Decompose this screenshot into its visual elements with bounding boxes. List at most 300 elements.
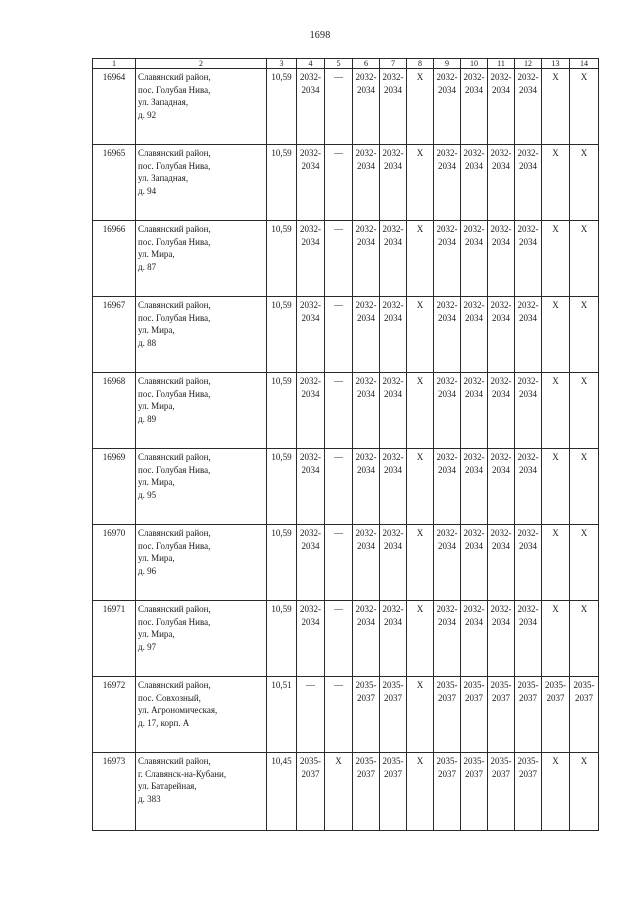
period-cell-col-10 bbox=[461, 601, 488, 677]
mark-cell-col-5: — bbox=[325, 221, 353, 297]
value-cell: 10,59 bbox=[267, 69, 297, 145]
period-part: 2034 bbox=[384, 84, 402, 95]
period-cell-col-6 bbox=[353, 449, 380, 525]
value-cell: 10,59 bbox=[267, 373, 297, 449]
period-part: 2037 bbox=[465, 768, 483, 779]
period-part: 2034 bbox=[384, 236, 402, 247]
period-part: 2034 bbox=[357, 616, 375, 627]
period-cell-col-9 bbox=[434, 449, 461, 525]
period-cell-col-10 bbox=[461, 69, 488, 145]
period-part: 2037 bbox=[438, 692, 456, 703]
period-part: 2035- bbox=[517, 680, 539, 690]
record-number: 16968 bbox=[93, 373, 136, 449]
address-line: пос. Голубая Нива, bbox=[138, 388, 211, 399]
period-cell-col-6 bbox=[353, 297, 380, 373]
table-row bbox=[93, 69, 599, 145]
period-cell-col-6 bbox=[353, 69, 380, 145]
period-cell-col-11 bbox=[488, 525, 515, 601]
mark-cell-col-8: X bbox=[407, 601, 434, 677]
period-cell-col-14 bbox=[570, 677, 599, 753]
period-part: 2037 bbox=[546, 692, 565, 703]
period-cell-col-7 bbox=[380, 145, 407, 221]
mark-cell-col-14: X bbox=[570, 373, 599, 449]
period-part: 2032- bbox=[382, 604, 404, 614]
address-line: ул. Мира, bbox=[138, 477, 175, 487]
header-row bbox=[93, 59, 599, 69]
period-cell-col-13 bbox=[542, 677, 570, 753]
mark-cell-col-14: X bbox=[570, 297, 599, 373]
period-cell-col-11 bbox=[488, 221, 515, 297]
period-part: 2032- bbox=[355, 604, 377, 614]
period-cell-col-10 bbox=[461, 373, 488, 449]
period-part: 2037 bbox=[357, 768, 375, 779]
period-part: 2032- bbox=[517, 148, 539, 158]
value-cell: 10,59 bbox=[267, 297, 297, 373]
period-part: 2035- bbox=[545, 680, 566, 690]
period-cell-col-10 bbox=[461, 525, 488, 601]
mark-cell-col-13: X bbox=[542, 145, 570, 221]
mark-cell-col-14: X bbox=[570, 753, 599, 831]
period-part: 2032- bbox=[517, 452, 539, 462]
register-table bbox=[92, 58, 599, 831]
period-cell-col-11 bbox=[488, 449, 515, 525]
value-cell: 10,59 bbox=[267, 525, 297, 601]
period-part: 2032- bbox=[436, 604, 458, 614]
address-line: ул. Мира, bbox=[138, 249, 175, 259]
period-part: 2037 bbox=[519, 692, 537, 703]
address-cell bbox=[136, 449, 267, 525]
mark-cell-col-8: X bbox=[407, 69, 434, 145]
period-part: 2035- bbox=[300, 756, 321, 766]
table-row bbox=[93, 373, 599, 449]
period-part: 2032- bbox=[463, 300, 485, 310]
period-part: 2032- bbox=[463, 452, 485, 462]
mark-cell-col-14: X bbox=[570, 221, 599, 297]
address-line: ул. Батарейная, bbox=[138, 781, 197, 791]
period-cell-col-10 bbox=[461, 449, 488, 525]
period-part: 2032- bbox=[490, 300, 512, 310]
period-part: 2034 bbox=[438, 388, 456, 399]
period-part: 2032- bbox=[436, 224, 458, 234]
period-cell-col-11 bbox=[488, 69, 515, 145]
period-part: 2032- bbox=[436, 452, 458, 462]
period-part: 2032- bbox=[490, 452, 512, 462]
address-line: пос. Голубая Нива, bbox=[138, 236, 211, 247]
period-part: 2034 bbox=[301, 616, 320, 627]
period-part: 2035- bbox=[382, 756, 404, 766]
period-cell-col-12 bbox=[515, 69, 542, 145]
period-part: 2032- bbox=[463, 528, 485, 538]
period-part: 2035- bbox=[436, 680, 458, 690]
address-line: пос. Голубая Нива, bbox=[138, 540, 211, 551]
address-cell bbox=[136, 297, 267, 373]
period-part: 2034 bbox=[492, 312, 510, 323]
period-part: 2034 bbox=[438, 312, 456, 323]
period-part: 2032- bbox=[355, 148, 377, 158]
period-part: 2034 bbox=[519, 236, 537, 247]
address-line: д. 97 bbox=[138, 641, 157, 652]
period-part: 2034 bbox=[519, 540, 537, 551]
period-part: 2032- bbox=[382, 376, 404, 386]
address-line: Славянский район, bbox=[138, 148, 211, 158]
period-part: 2037 bbox=[492, 692, 510, 703]
period-cell-col-9 bbox=[434, 525, 461, 601]
period-part: 2037 bbox=[492, 768, 510, 779]
period-cell-col-4 bbox=[297, 297, 325, 373]
mark-cell-col-5: — bbox=[325, 145, 353, 221]
period-cell-col-11 bbox=[488, 297, 515, 373]
period-part: 2032- bbox=[355, 376, 377, 386]
column-header-3: 3 bbox=[267, 59, 297, 69]
period-part: 2032- bbox=[490, 376, 512, 386]
period-cell-col-9 bbox=[434, 145, 461, 221]
value-cell: 10,45 bbox=[267, 753, 297, 831]
mark-cell-col-8: X bbox=[407, 677, 434, 753]
period-cell-col-10 bbox=[461, 677, 488, 753]
mark-cell-col-13: X bbox=[542, 221, 570, 297]
period-part: 2037 bbox=[384, 692, 402, 703]
mark-cell-col-5: — bbox=[325, 373, 353, 449]
mark-cell-col-13: X bbox=[542, 449, 570, 525]
address-line: пос. Голубая Нива, bbox=[138, 464, 211, 475]
address-line: Славянский район, bbox=[138, 452, 211, 462]
period-part: 2032- bbox=[300, 224, 321, 234]
period-cell-col-10 bbox=[461, 297, 488, 373]
period-part: 2034 bbox=[357, 160, 375, 171]
period-cell-col-12 bbox=[515, 145, 542, 221]
period-part: 2032- bbox=[436, 528, 458, 538]
period-part: 2032- bbox=[463, 224, 485, 234]
column-header-14: 14 bbox=[570, 59, 599, 69]
address-line: д. 17, корп. А bbox=[138, 717, 190, 728]
period-cell-col-12 bbox=[515, 449, 542, 525]
period-cell-col-7 bbox=[380, 677, 407, 753]
address-line: ул. Западная, bbox=[138, 97, 189, 107]
period-part: 2032- bbox=[300, 72, 321, 82]
address-line: д. 96 bbox=[138, 565, 157, 576]
period-cell-col-12 bbox=[515, 753, 542, 831]
period-part: 2034 bbox=[492, 236, 510, 247]
period-part: 2034 bbox=[384, 388, 402, 399]
period-part: 2037 bbox=[301, 768, 320, 779]
period-part: 2034 bbox=[438, 616, 456, 627]
period-part: 2032- bbox=[382, 452, 404, 462]
period-part: 2034 bbox=[357, 388, 375, 399]
period-part: 2034 bbox=[438, 464, 456, 475]
period-part: 2032- bbox=[382, 300, 404, 310]
address-line: ул. Мира, bbox=[138, 401, 175, 411]
period-cell-col-6 bbox=[353, 601, 380, 677]
mark-cell-col-4: — bbox=[297, 677, 325, 753]
mark-cell-col-13: X bbox=[542, 753, 570, 831]
table-row bbox=[93, 525, 599, 601]
period-part: 2034 bbox=[465, 312, 483, 323]
period-part: 2034 bbox=[438, 84, 456, 95]
address-line: д. 89 bbox=[138, 413, 157, 424]
mark-cell-col-8: X bbox=[407, 221, 434, 297]
period-part: 2035- bbox=[490, 680, 512, 690]
period-part: 2037 bbox=[438, 768, 456, 779]
period-part: 2034 bbox=[492, 84, 510, 95]
period-cell-col-12 bbox=[515, 677, 542, 753]
column-header-8: 8 bbox=[407, 59, 434, 69]
period-part: 2034 bbox=[384, 312, 402, 323]
mark-cell-col-13: X bbox=[542, 373, 570, 449]
period-cell-col-12 bbox=[515, 525, 542, 601]
mark-cell-col-14: X bbox=[570, 525, 599, 601]
period-part: 2032- bbox=[517, 528, 539, 538]
column-header-1: 1 bbox=[93, 59, 136, 69]
address-line: Славянский район, bbox=[138, 224, 211, 234]
period-cell-col-10 bbox=[461, 221, 488, 297]
period-cell-col-7 bbox=[380, 753, 407, 831]
address-line: г. Славянск-на-Кубани, bbox=[138, 768, 227, 779]
mark-cell-col-13: X bbox=[542, 525, 570, 601]
period-cell-col-4 bbox=[297, 525, 325, 601]
address-line: д. 383 bbox=[138, 793, 161, 804]
value-cell: 10,59 bbox=[267, 221, 297, 297]
table-row bbox=[93, 221, 599, 297]
mark-cell-col-14: X bbox=[570, 449, 599, 525]
period-cell-col-12 bbox=[515, 221, 542, 297]
address-line: Славянский район, bbox=[138, 604, 211, 614]
period-part: 2032- bbox=[355, 452, 377, 462]
mark-cell-col-5: — bbox=[325, 601, 353, 677]
period-part: 2034 bbox=[465, 616, 483, 627]
mark-cell-col-8: X bbox=[407, 373, 434, 449]
period-part: 2032- bbox=[517, 224, 539, 234]
address-line: д. 92 bbox=[138, 109, 157, 120]
period-part: 2034 bbox=[301, 540, 320, 551]
period-part: 2037 bbox=[519, 768, 537, 779]
mark-cell-col-8: X bbox=[407, 525, 434, 601]
mark-cell-col-8: X bbox=[407, 145, 434, 221]
record-number: 16971 bbox=[93, 601, 136, 677]
period-part: 2032- bbox=[382, 528, 404, 538]
address-cell bbox=[136, 525, 267, 601]
period-part: 2032- bbox=[355, 72, 377, 82]
record-number: 16973 bbox=[93, 753, 136, 831]
period-cell-col-4 bbox=[297, 601, 325, 677]
period-part: 2034 bbox=[465, 236, 483, 247]
period-part: 2034 bbox=[519, 616, 537, 627]
value-cell: 10,59 bbox=[267, 449, 297, 525]
period-part: 2032- bbox=[300, 604, 321, 614]
column-header-10: 10 bbox=[461, 59, 488, 69]
address-line: Славянский район, bbox=[138, 300, 211, 310]
period-part: 2034 bbox=[384, 616, 402, 627]
period-part: 2034 bbox=[384, 464, 402, 475]
period-part: 2034 bbox=[384, 160, 402, 171]
period-cell-col-6 bbox=[353, 373, 380, 449]
period-part: 2034 bbox=[492, 160, 510, 171]
period-cell-col-7 bbox=[380, 525, 407, 601]
table-row bbox=[93, 601, 599, 677]
mark-cell-col-8: X bbox=[407, 449, 434, 525]
address-cell bbox=[136, 677, 267, 753]
period-cell-col-11 bbox=[488, 145, 515, 221]
period-part: 2034 bbox=[301, 388, 320, 399]
period-part: 2037 bbox=[357, 692, 375, 703]
mark-cell-col-13: X bbox=[542, 69, 570, 145]
address-line: ул. Мира, bbox=[138, 553, 175, 563]
period-part: 2035- bbox=[490, 756, 512, 766]
period-part: 2032- bbox=[463, 72, 485, 82]
period-cell-col-12 bbox=[515, 297, 542, 373]
address-cell bbox=[136, 69, 267, 145]
address-line: пос. Голубая Нива, bbox=[138, 312, 211, 323]
period-part: 2034 bbox=[357, 84, 375, 95]
period-part: 2032- bbox=[490, 148, 512, 158]
period-part: 2032- bbox=[382, 72, 404, 82]
table-row bbox=[93, 297, 599, 373]
period-cell-col-6 bbox=[353, 221, 380, 297]
period-part: 2034 bbox=[492, 540, 510, 551]
period-part: 2034 bbox=[301, 160, 320, 171]
period-part: 2032- bbox=[436, 72, 458, 82]
period-part: 2034 bbox=[301, 236, 320, 247]
period-cell-col-9 bbox=[434, 601, 461, 677]
address-line: пос. Голубая Нива, bbox=[138, 616, 211, 627]
period-cell-col-9 bbox=[434, 373, 461, 449]
address-line: ул. Мира, bbox=[138, 629, 175, 639]
period-part: 2034 bbox=[519, 84, 537, 95]
address-line: Славянский район, bbox=[138, 756, 211, 766]
period-part: 2032- bbox=[436, 148, 458, 158]
mark-cell-col-8: X bbox=[407, 297, 434, 373]
address-line: ул. Западная, bbox=[138, 173, 189, 183]
column-header-12: 12 bbox=[515, 59, 542, 69]
period-cell-col-12 bbox=[515, 601, 542, 677]
period-cell-col-10 bbox=[461, 753, 488, 831]
period-part: 2037 bbox=[575, 692, 593, 703]
column-header-4: 4 bbox=[297, 59, 325, 69]
period-part: 2032- bbox=[517, 604, 539, 614]
period-part: 2032- bbox=[436, 300, 458, 310]
period-part: 2032- bbox=[490, 604, 512, 614]
mark-cell-col-5: — bbox=[325, 297, 353, 373]
column-header-11: 11 bbox=[488, 59, 515, 69]
period-part: 2034 bbox=[465, 160, 483, 171]
mark-cell-col-8: X bbox=[407, 753, 434, 831]
period-cell-col-7 bbox=[380, 601, 407, 677]
period-part: 2032- bbox=[490, 224, 512, 234]
period-part: 2032- bbox=[463, 604, 485, 614]
mark-cell-col-5: — bbox=[325, 525, 353, 601]
address-line: д. 95 bbox=[138, 489, 157, 500]
period-part: 2034 bbox=[519, 160, 537, 171]
period-cell-col-4 bbox=[297, 373, 325, 449]
table-row bbox=[93, 145, 599, 221]
period-part: 2035- bbox=[436, 756, 458, 766]
address-cell bbox=[136, 601, 267, 677]
period-part: 2034 bbox=[492, 388, 510, 399]
period-cell-col-4 bbox=[297, 449, 325, 525]
address-line: Славянский район, bbox=[138, 72, 211, 82]
column-header-13: 13 bbox=[542, 59, 570, 69]
table-row bbox=[93, 677, 599, 753]
period-part: 2034 bbox=[465, 388, 483, 399]
period-cell-col-9 bbox=[434, 221, 461, 297]
period-part: 2037 bbox=[384, 768, 402, 779]
address-cell bbox=[136, 145, 267, 221]
period-cell-col-7 bbox=[380, 69, 407, 145]
period-part: 2034 bbox=[438, 540, 456, 551]
table-body bbox=[93, 69, 599, 831]
period-part: 2032- bbox=[517, 376, 539, 386]
period-cell-col-6 bbox=[353, 677, 380, 753]
address-line: д. 94 bbox=[138, 185, 157, 196]
period-part: 2032- bbox=[463, 148, 485, 158]
period-part: 2034 bbox=[519, 464, 537, 475]
period-part: 2034 bbox=[357, 540, 375, 551]
period-part: 2032- bbox=[490, 72, 512, 82]
period-part: 2032- bbox=[463, 376, 485, 386]
address-line: Славянский район, bbox=[138, 376, 211, 386]
address-cell bbox=[136, 753, 267, 831]
period-cell-col-9 bbox=[434, 69, 461, 145]
period-part: 2034 bbox=[357, 236, 375, 247]
period-part: 2032- bbox=[300, 376, 321, 386]
record-number: 16966 bbox=[93, 221, 136, 297]
period-cell-col-11 bbox=[488, 677, 515, 753]
address-line: д. 88 bbox=[138, 337, 157, 348]
period-cell-col-7 bbox=[380, 297, 407, 373]
table-row bbox=[93, 449, 599, 525]
mark-cell-col-5: — bbox=[325, 677, 353, 753]
period-cell-col-6 bbox=[353, 753, 380, 831]
period-part: 2035- bbox=[382, 680, 404, 690]
period-cell-col-9 bbox=[434, 753, 461, 831]
address-line: пос. Голубая Нива, bbox=[138, 84, 211, 95]
period-part: 2032- bbox=[355, 224, 377, 234]
period-cell-col-4 bbox=[297, 145, 325, 221]
period-part: 2032- bbox=[300, 148, 321, 158]
address-line: пос. Совхозный, bbox=[138, 692, 201, 703]
mark-cell-col-5: — bbox=[325, 69, 353, 145]
column-header-9: 9 bbox=[434, 59, 461, 69]
mark-cell-col-14: X bbox=[570, 69, 599, 145]
period-cell-col-4 bbox=[297, 221, 325, 297]
period-cell-col-11 bbox=[488, 373, 515, 449]
period-part: 2034 bbox=[357, 464, 375, 475]
mark-cell-col-13: X bbox=[542, 601, 570, 677]
mark-cell-col-5: — bbox=[325, 449, 353, 525]
period-cell-col-6 bbox=[353, 145, 380, 221]
mark-cell-col-14: X bbox=[570, 601, 599, 677]
period-part: 2035- bbox=[355, 680, 377, 690]
period-part: 2035- bbox=[573, 680, 595, 690]
period-part: 2034 bbox=[465, 540, 483, 551]
period-part: 2032- bbox=[355, 528, 377, 538]
period-part: 2037 bbox=[465, 692, 483, 703]
value-cell: 10,59 bbox=[267, 145, 297, 221]
address-line: ул. Мира, bbox=[138, 325, 175, 335]
period-part: 2034 bbox=[438, 160, 456, 171]
period-cell-col-6 bbox=[353, 525, 380, 601]
column-header-7: 7 bbox=[380, 59, 407, 69]
period-part: 2032- bbox=[300, 300, 321, 310]
page-number: 1698 bbox=[309, 30, 331, 41]
period-cell-col-4 bbox=[297, 753, 325, 831]
address-line: Славянский район, bbox=[138, 680, 211, 690]
address-line: пос. Голубая Нива, bbox=[138, 160, 211, 171]
record-number: 16972 bbox=[93, 677, 136, 753]
period-part: 2034 bbox=[301, 84, 320, 95]
mark-cell-col-14: X bbox=[570, 145, 599, 221]
address-cell bbox=[136, 221, 267, 297]
period-cell-col-12 bbox=[515, 373, 542, 449]
